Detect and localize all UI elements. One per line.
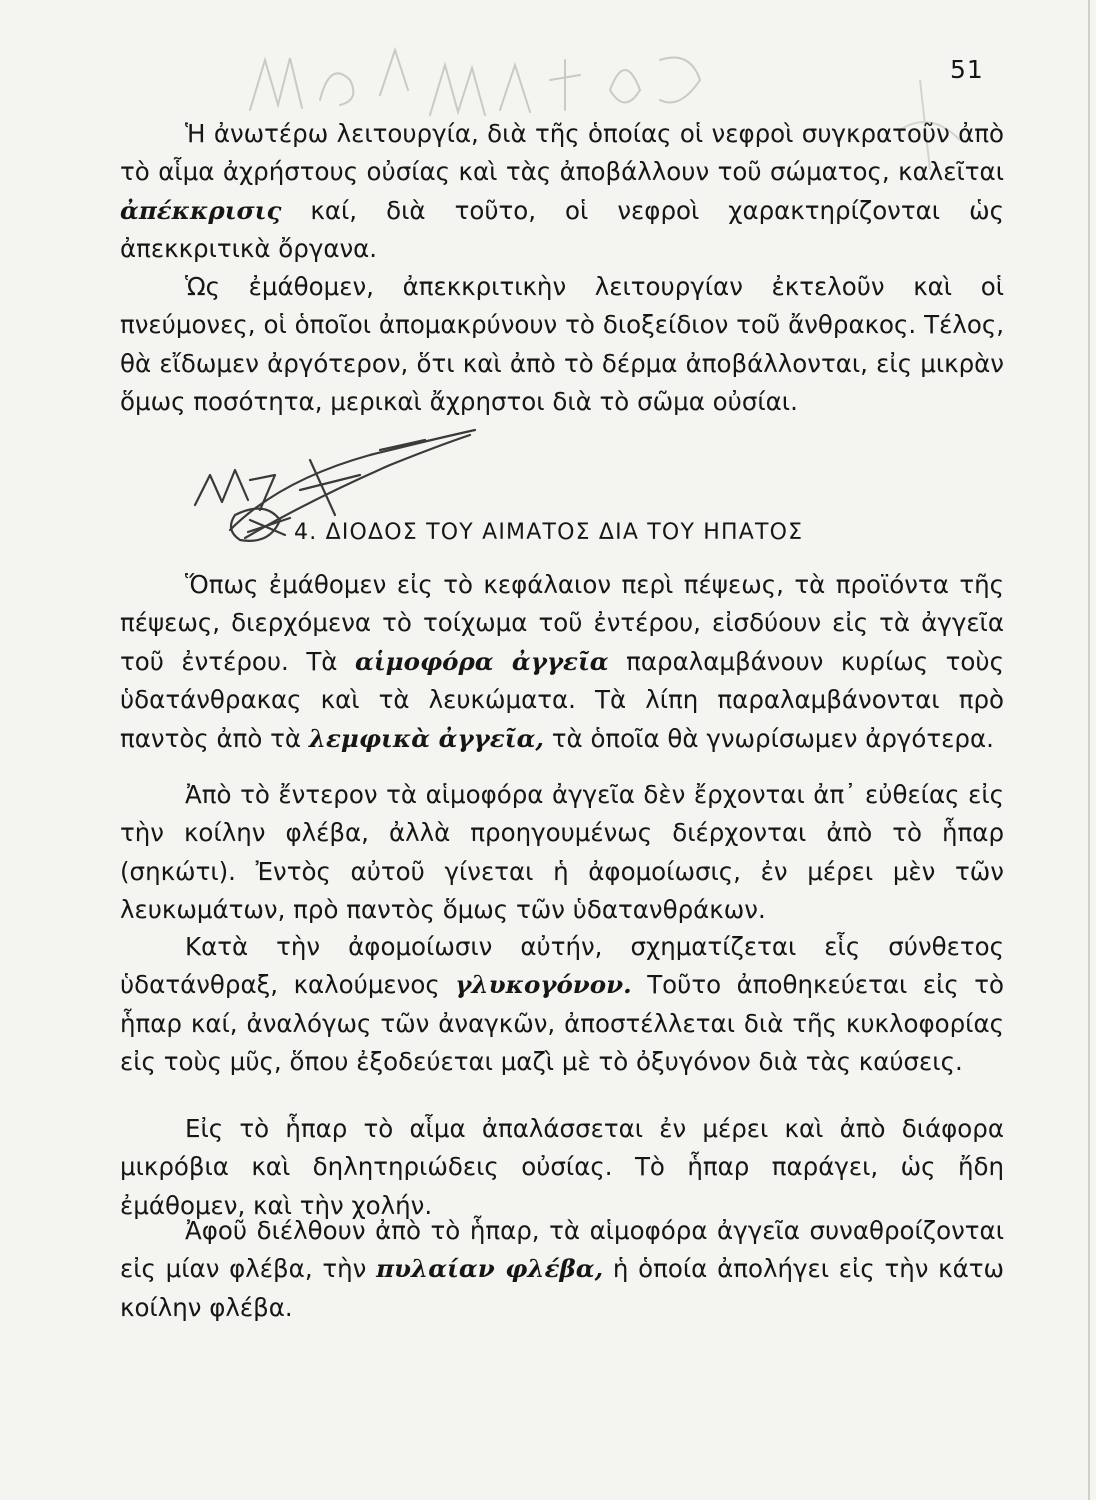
term-portal-vein: πυλαίαν φλέβα, [376,1254,604,1284]
term-excretion: ἀπέκκρισις [120,195,282,225]
paragraph-text: Τοῦτο ἀποθηκεύεται εἰς τὸ ἧπαρ καί, ἀναλόγως τῶν ἀναγκῶν, ἀποστέλλεται διὰ τῆς κυκλοφορίας εἰς τοὺς μῦς, ὅπου ἐξοδεύεται μαζὶ μὲ τὸ ὀξυγόνον διὰ τὰς καύσεις. [120,970,1004,1077]
paragraph-excretion [120,115,1004,269]
paragraph-liver-cleansing: Εἰς τὸ ἧπαρ τὸ αἷμα ἀπαλάσσεται ἐν μέρει καὶ ἀπὸ διάφορα μικρόβια καὶ δηλητηριώδεις οὐσίας. Τὸ ἧπαρ παράγει, ὡς ἤδη ἐμάθομεν, καὶ τὴν χολήν. [120,1114,1004,1220]
paragraph-digestion-products [120,566,1004,758]
paragraph-portal-vein [120,1212,1004,1327]
paragraph-text: παραλαμβάνουν κυρίως τοὺς ὑδατάνθρακας καὶ τὰ λευκώματα. Τὰ λίπη παραλαμβάνονται πρὸ παντὸς ἀπὸ τὰ [120,646,1004,753]
term-lymph-vessels: λεμφικὰ ἀγγεῖα, [308,723,544,753]
paragraph-glycogen [120,928,1004,1082]
paragraph-text: Ὅπως ἐμάθομεν εἰς τὸ κεφάλαιον περὶ πέψεως, τὰ προϊόντα τῆς πέψεως, διερχόμενα τὸ τοίχωμα τοῦ ἐντέρου, εἰσδύουν εἰς τὰ ἀγγεῖα τοῦ ἐντέρου. Τὰ [120,570,1004,676]
paragraph-text: Ἀφοῦ διέλθουν ἀπὸ τὸ ἧπαρ, τὰ αἱμοφόρα ἀγγεῖα συναθροίζονται εἰς μίαν φλέβα, τὴν [120,1216,1004,1284]
page-number: 51 [950,55,984,84]
paragraph-lungs-skin: Ὡς ἐμάθομεν, ἀπεκκριτικὴν λειτουργίαν ἐκτελοῦν καὶ οἱ πνεύμονες, οἱ ὁποῖοι ἀπομακρύνουν τὸ διοξείδιον τοῦ ἄνθρακος. Τέλος, θὰ εἴδωμεν ἀργότερον, ὅτι καὶ ἀπὸ τὸ δέρμα ἀποβάλλονται, εἰς μικρὰν ὅμως ποσότητα, μερικαὶ ἄχρηστοι διὰ τὸ σῶμα οὐσίαι. [120,272,1004,417]
paragraph-text: ἡ ὁποία ἀπολήγει εἰς τὴν κάτω κοίλην φλέβα. [120,1254,1005,1322]
section-heading: 4. ΔΙΟΔΟΣ ΤΟΥ ΑΙΜΑΤΟΣ ΔΙΑ ΤΟΥ ΗΠΑΤΟΣ [294,520,804,545]
paragraph-text: Κατὰ τὴν ἀφομοίωσιν αὐτήν, σχηματίζεται εἷς σύνθετος ὑδατάνθραξ, καλούμενος [120,932,1004,1000]
paragraph-text: Ἡ ἀνωτέρω λειτουργία, διὰ τῆς ὁποίας οἱ νεφροὶ συγκρατοῦν ἀπὸ τὸ αἷμα ἀχρήστους οὐσίας καὶ τὰς ἀποβάλλουν τοῦ σώματος, καλεῖται [120,119,1004,187]
page-edge [1088,0,1090,1500]
handwriting-scribble [230,20,730,130]
term-blood-vessels: αἱμοφόρα ἀγγεῖα [354,646,609,676]
term-glycogen: γλυκογόνον. [455,970,632,1000]
paragraph-text: καί, διὰ τοῦτο, οἱ νεφροὶ χαρακτηρίζονται ὡς ἀπεκκριτικὰ ὄργανα. [120,195,1004,264]
paragraph-text: τὰ ὁποῖα θὰ γνωρίσωμεν ἀργότερα. [543,723,994,753]
paragraph-liver-passage: Ἀπὸ τὸ ἔντερον τὰ αἱμοφόρα ἀγγεῖα δὲν ἔρχονται ἀπ᾿ εὐθείας εἰς τὴν κοίλην φλέβα, ἀλλὰ προηγουμένως διέρχονται ἀπὸ τὸ ἧπαρ (σηκώτι). Ἐντὸς αὐτοῦ γίνεται ἡ ἀφομοίωσις, ἐν μέρει μὲν τῶν λευκωμάτων, πρὸ παντὸς ὅμως τῶν ὑδατανθράκων. [120,780,1004,925]
